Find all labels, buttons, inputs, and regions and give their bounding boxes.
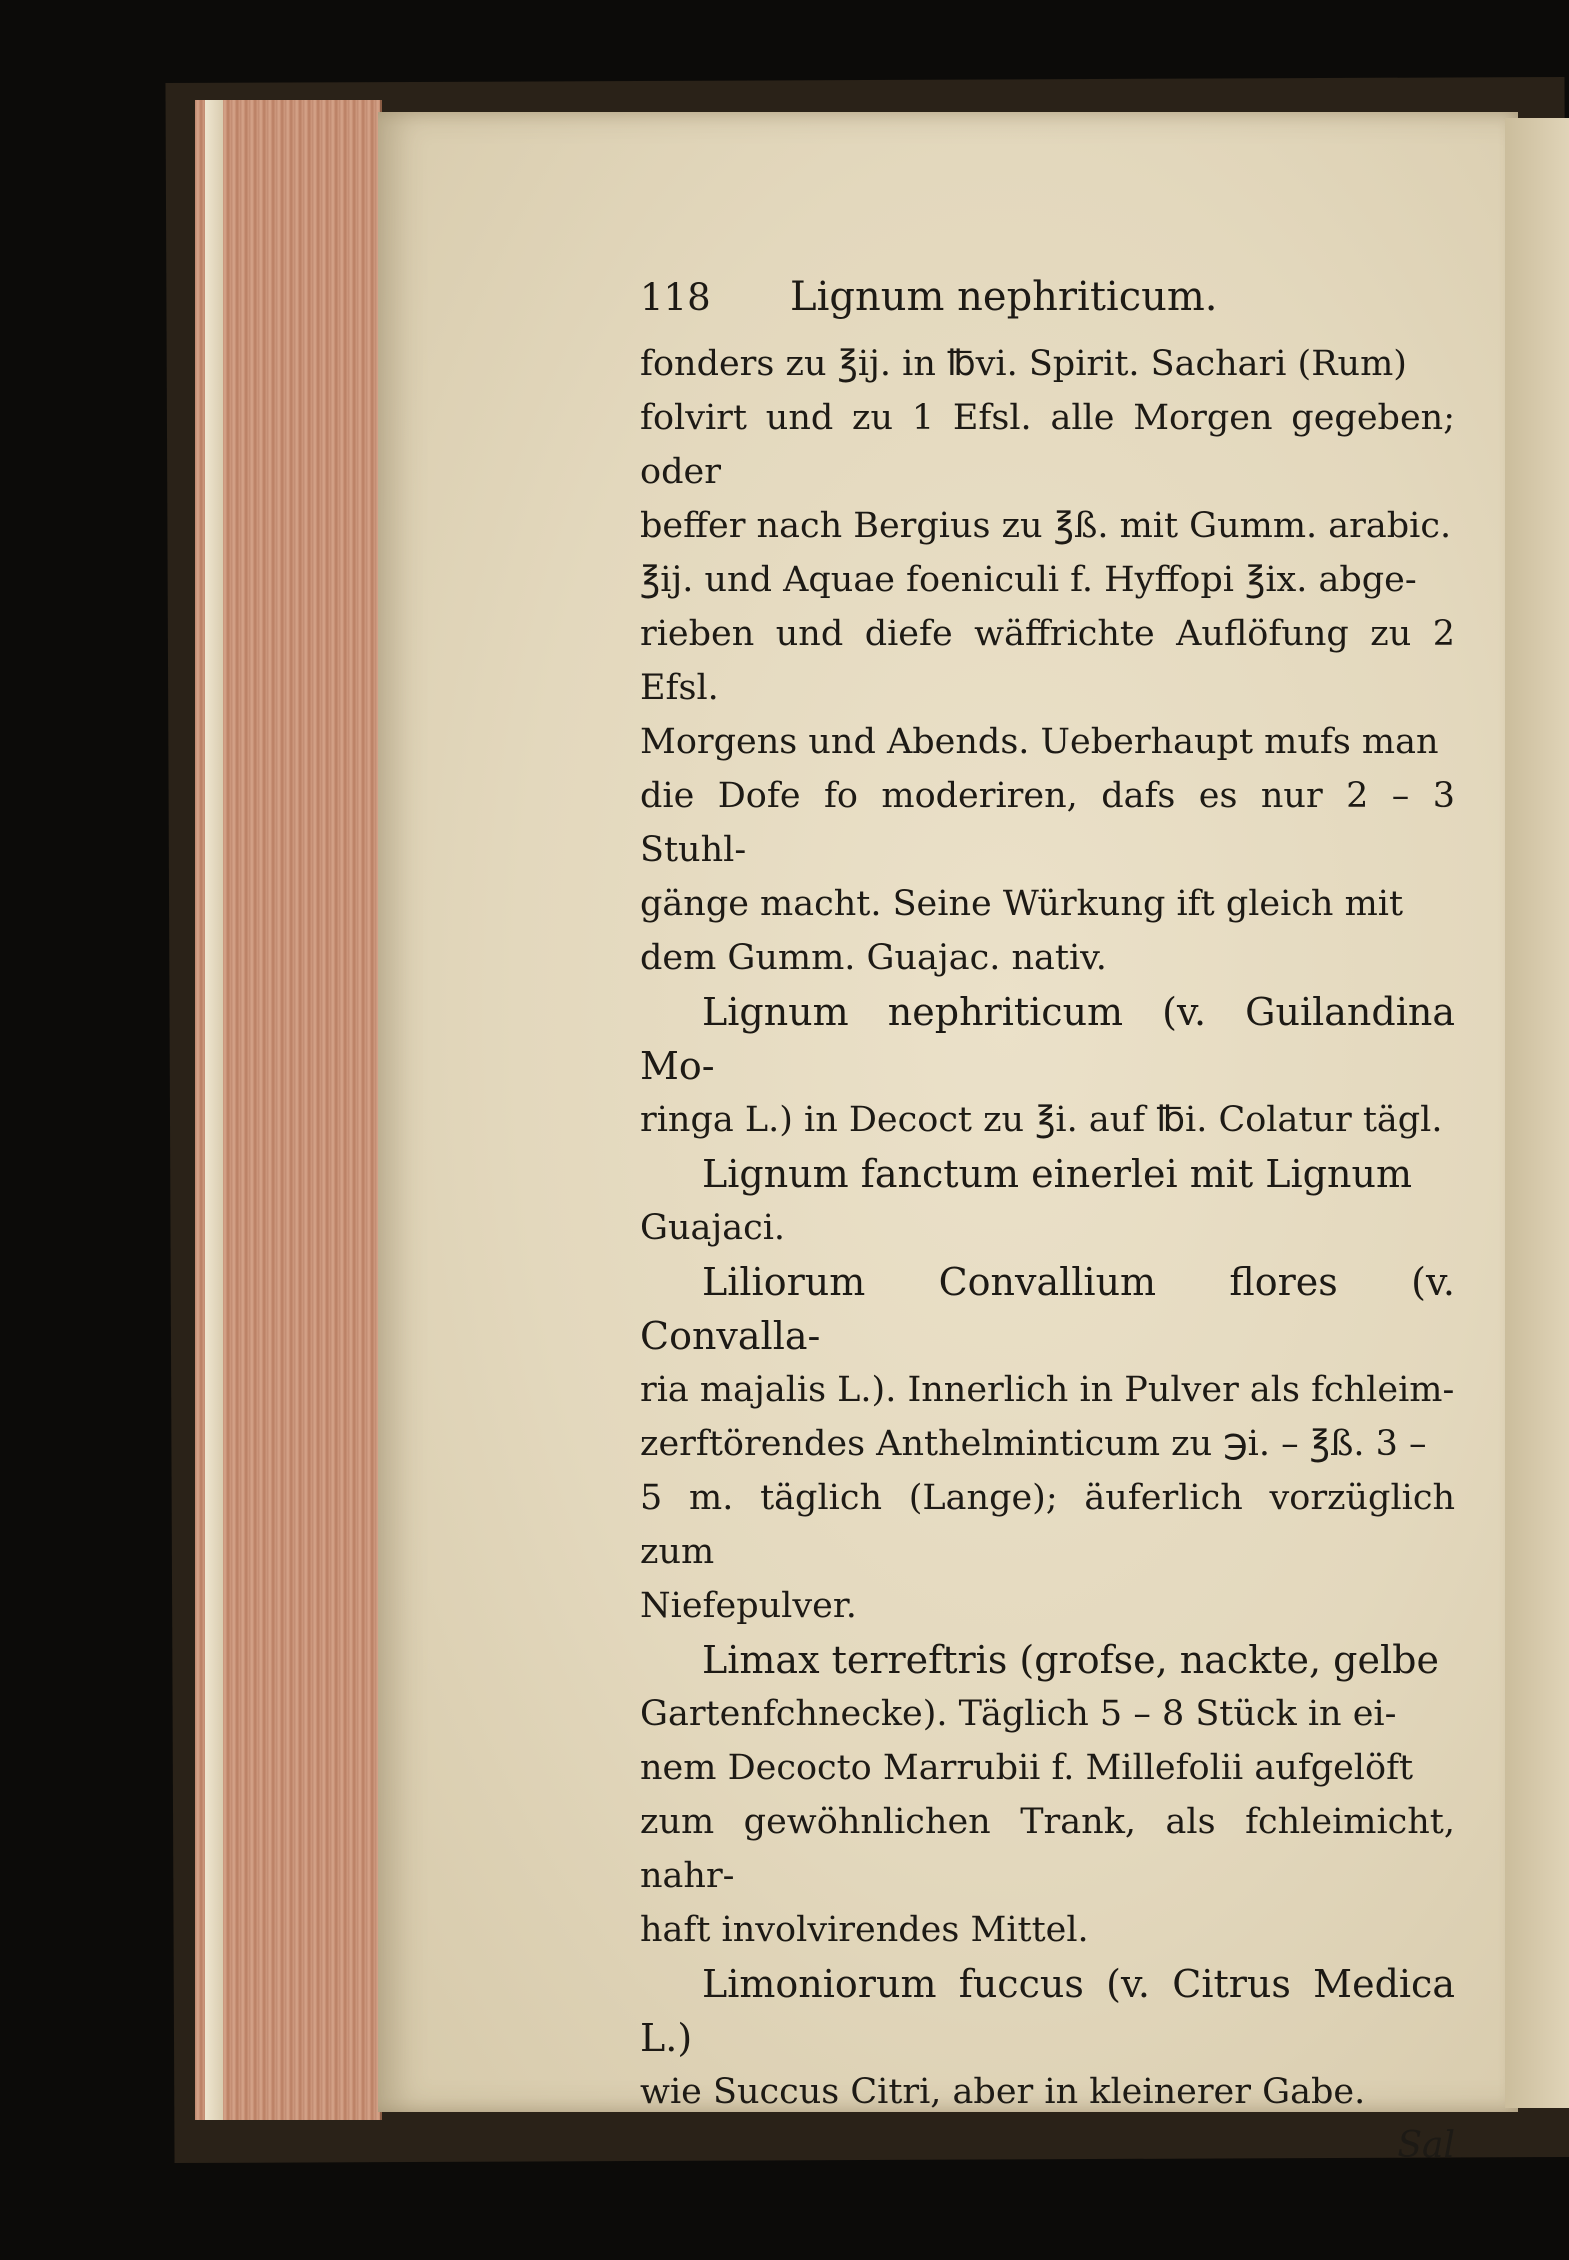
text-line: Niefepulver. bbox=[640, 1586, 857, 1626]
entry-first-line: Liliorum Convallium flores (v. Convalla- bbox=[640, 1260, 1455, 1358]
entry-first-line: Limoniorum fuccus (v. Citrus Medica L.) bbox=[640, 1962, 1455, 2060]
page-edge-highlight bbox=[205, 100, 223, 2120]
next-page-edge bbox=[1505, 118, 1569, 2108]
paragraph-continuation bbox=[640, 337, 1455, 985]
text-line: Guajaci. bbox=[640, 1208, 786, 1248]
text-line: zerftörendes Anthelminticum zu ℈i. – ℥ß. 3 – bbox=[640, 1424, 1427, 1464]
page-content bbox=[640, 270, 1455, 2173]
text-line: beffer nach Bergius zu ℥ß. mit Gumm. arabic. bbox=[640, 506, 1452, 546]
text-line: 5 m. täglich (Lange); äuferlich vorzüglich zum bbox=[640, 1478, 1455, 1572]
text-line: ria majalis L.). Innerlich in Pulver als fchleim- bbox=[640, 1370, 1455, 1410]
text-line: zum gewöhnlichen Trank, als fchleimicht, nahr- bbox=[640, 1802, 1455, 1896]
text-line: dem Gumm. Guajac. nativ. bbox=[640, 938, 1107, 978]
entry-lignum-nephriticum bbox=[640, 985, 1455, 1147]
text-line: Morgens und Abends. Ueberhaupt mufs man bbox=[640, 722, 1439, 762]
text-line: Gartenfchnecke). Täglich 5 – 8 Stück in ei- bbox=[640, 1694, 1397, 1734]
page-header bbox=[640, 270, 1455, 325]
text-line: folvirt und zu 1 Efsl. alle Morgen gegeben; oder bbox=[640, 398, 1455, 492]
text-line: nem Decocto Marrubii f. Millefolii aufgelöft bbox=[640, 1748, 1414, 1788]
entry-first-line: Limax terreftris (grofse, nackte, gelbe bbox=[702, 1638, 1439, 1682]
text-line: ringa L.) in Decoct zu ℥i. auf ℔i. Colatur tägl. bbox=[640, 1100, 1443, 1140]
entry-limax-terrestris bbox=[640, 1633, 1455, 1957]
entry-lignum-sanctum bbox=[640, 1147, 1455, 1255]
entry-limoniorum-succus bbox=[640, 1957, 1455, 2119]
text-line: rieben und diefe wäffrichte Auflöfung zu 2 Efsl. bbox=[640, 614, 1455, 708]
text-line: wie Succus Citri, aber in kleinerer Gabe. bbox=[640, 2072, 1366, 2112]
catchword: Sal bbox=[1397, 2125, 1455, 2166]
text-line: fonders zu ℥ij. in ℔vi. Spirit. Sachari (Rum) bbox=[640, 344, 1407, 384]
text-line: die Dofe fo moderiren, dafs es nur 2 – 3 Stuhl- bbox=[640, 776, 1455, 870]
running-head: Lignum nephriticum. bbox=[790, 274, 1218, 320]
text-line: haft involvirendes Mittel. bbox=[640, 1910, 1089, 1950]
page-number: 118 bbox=[640, 276, 711, 319]
page-edges bbox=[195, 100, 382, 2120]
entry-first-line: Lignum nephriticum (v. Guilandina Mo- bbox=[640, 990, 1455, 1088]
text-line: gänge macht. Seine Würkung ift gleich mit bbox=[640, 884, 1404, 924]
text-line: ℥ij. und Aquae foeniculi f. Hyffopi ℥ix. abge- bbox=[640, 560, 1417, 600]
entry-first-line: Lignum fanctum einerlei mit Lignum bbox=[702, 1152, 1412, 1196]
entry-liliorum-convallium bbox=[640, 1255, 1455, 1633]
